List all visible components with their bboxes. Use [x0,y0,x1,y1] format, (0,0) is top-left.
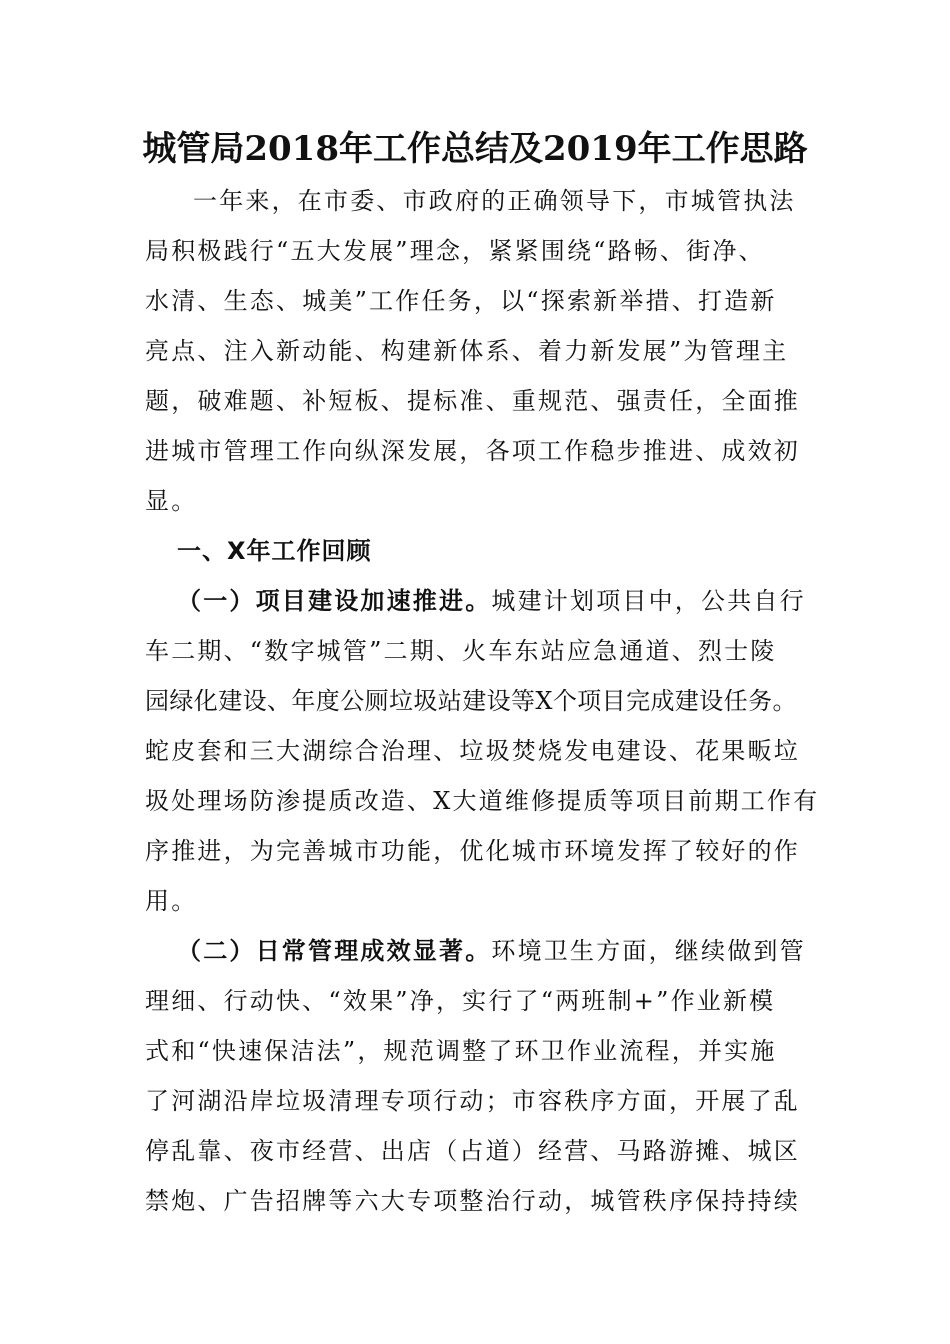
sub2-line-6: 禁炮、广告招牌等六大专项整治行动，城管秩序保持持续 [145,1187,800,1215]
intro-line-1: 一年来，在市委、市政府的正确领导下，市城管执法 [193,187,796,215]
intro-line-4: 亮点、注入新动能、构建新体系、着力新发展”为管理主 [145,337,789,365]
sub1-first-line-rest: 城建计划项目中，公共自行 [491,587,806,615]
sub1-line-6: 序推进，为完善城市功能，优化城市环境发挥了较好的作 [145,837,800,865]
sub2-line-2: 理细、行动快、“效果”净，实行了“两班制+”作业新模 [145,987,776,1015]
sub2-lead: （二）日常管理成效显著。 [177,936,492,965]
sub1-line-4: 蛇皮套和三大湖综合治理、垃圾焚烧发电建设、花果畈垃 [145,737,800,765]
sub1-line-3: 园绿化建设、年度公厕垃圾站建设等X个项目完成建设任务。 [145,687,797,715]
sub2-first-line-rest: 环境卫生方面，继续做到管 [491,937,806,965]
intro-line-7: 显。 [145,487,198,515]
sub1-line-5: 圾处理场防渗提质改造、X大道维修提质等项目前期工作有 [145,787,820,815]
intro-line-3: 水清、生态、城美”工作任务，以“探索新举措、打造新 [145,287,777,315]
sub1-line-7: 用。 [145,887,198,915]
section-heading: 一、X年工作回顾 [177,537,372,565]
sub2-line-5: 停乱靠、夜市经营、出店（占道）经营、马路游摊、城区 [145,1137,800,1165]
sub2-line-4: 了河湖沿岸垃圾清理专项行动；市容秩序方面，开展了乱 [145,1087,800,1115]
sub1-first-line [177,583,806,619]
sub2-first-line [177,933,806,969]
intro-line-2: 局积极践行“五大发展”理念，紧紧围绕“路畅、街净、 [145,237,765,265]
sub1-lead: （一）项目建设加速推进。 [177,586,492,615]
document-title: 城管局2018年工作总结及2019年工作思路 [142,129,808,169]
intro-line-6: 进城市管理工作向纵深发展，各项工作稳步推进、成效初 [145,437,800,465]
intro-line-5: 题，破难题、补短板、提标准、重规范、强责任，全面推 [145,387,800,415]
sub1-line-2: 车二期、“数字城管”二期、火车东站应急通道、烈士陵 [145,637,777,665]
sub2-line-3: 式和“快速保洁法”，规范调整了环卫作业流程，并实施 [145,1037,777,1065]
